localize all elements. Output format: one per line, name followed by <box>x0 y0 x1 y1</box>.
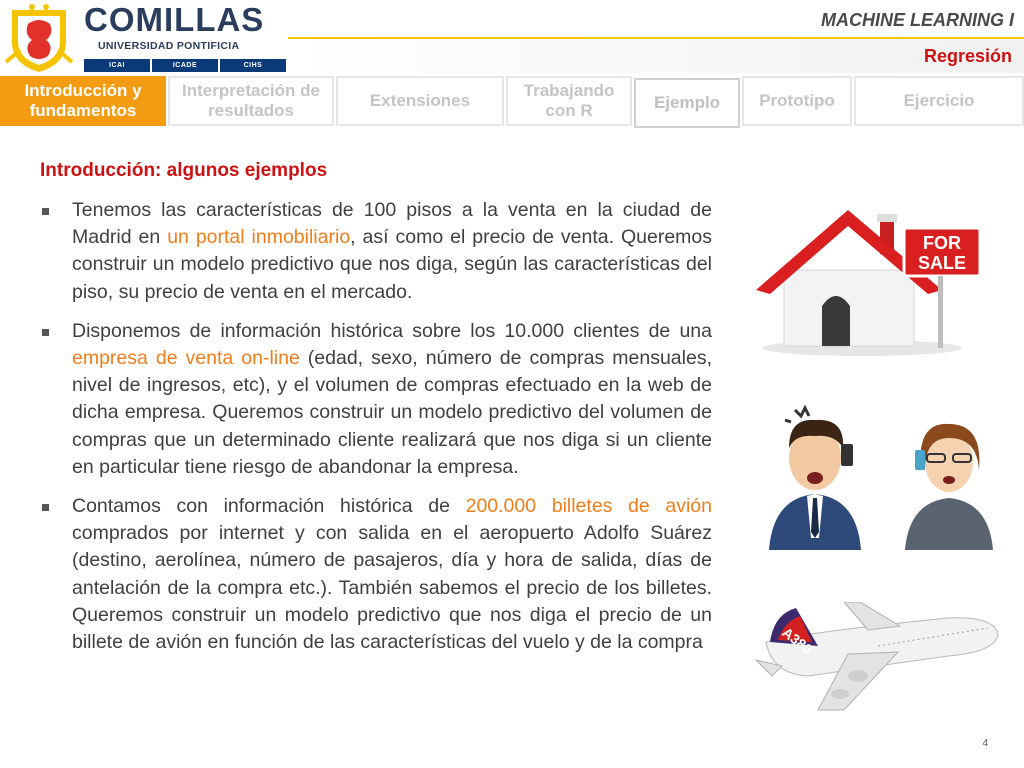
highlight-text: 200.000 billetes de avión <box>465 495 712 518</box>
logo-subtitle: UNIVERSIDAD PONTIFICIA <box>98 40 240 52</box>
plane-tail-label: A380 <box>779 624 816 658</box>
bullet-text: , así como el precio de venta. Queremos construir un modelo predictivo que nos diga, según las características del piso, su precio de venta en el mercado. <box>72 226 713 303</box>
sign-line1: FOR <box>923 233 961 253</box>
section-title: Introducción: algunos ejemplos <box>40 160 328 181</box>
bullet-text: (edad, sexo, número de compras mensuales, nivel de ingresos, etc), y el volumen de compras efectuado en la web de dicha empresa. Queremos construir un modelo predictivo del volumen de compras que un determinado cliente realizará que nos diga si un cliente en particular tiene riesgo de abandonar la empresa. <box>72 347 712 478</box>
highlight-text: empresa de venta on-line <box>72 347 300 370</box>
section-tabs <box>0 76 1024 128</box>
bullet-text: comprados por internet y con salida en el aeropuerto Adolfo Suárez (destino, aerolínea, número de pasajeros, día y hora de salida, días de antelación de la compra etc.). También sabemos el precio de los billetes. Queremos construir un modelo predictivo que nos diga el precio de un billete de avión en función de las características del vuelo y de la compra <box>72 522 712 654</box>
logo-wordmark: COMILLAS <box>84 1 265 38</box>
tab-ejemplo[interactable]: Ejemplo <box>634 78 740 128</box>
coat-of-arms-icon <box>4 2 74 74</box>
university-logo <box>0 0 290 75</box>
list-item <box>40 493 712 656</box>
bullet-text: Disponemos de información histórica sobre los 10.000 clientes de una <box>72 319 712 342</box>
bullet-square-icon <box>42 208 49 215</box>
bullet-square-icon <box>42 504 49 511</box>
tab-extensiones[interactable]: Extensiones <box>336 76 504 126</box>
logo-school: CIHS <box>220 59 286 72</box>
bullet-text: Contamos con información histórica de <box>72 495 466 518</box>
tab-trabajando-con-r[interactable]: Trabajando con R <box>506 76 632 126</box>
header-band <box>288 39 1024 73</box>
logo-schools-bar <box>84 59 286 72</box>
logo-school: ICAI <box>84 59 150 72</box>
angry-customers-illustration <box>755 398 1005 550</box>
list-item <box>40 318 712 481</box>
sign-line2: SALE <box>917 253 967 273</box>
tab-interpretacion[interactable]: Interpretación de resultados <box>168 76 334 126</box>
course-title: MACHINE LEARNING I <box>821 10 1014 30</box>
list-item <box>40 197 712 306</box>
tab-ejercicio[interactable]: Ejercicio <box>854 76 1024 126</box>
topic-title: Regresión <box>923 46 1012 66</box>
tab-prototipo[interactable]: Prototipo <box>742 76 852 126</box>
airplane-a380-illustration <box>748 602 1000 720</box>
logo-school: ICADE <box>152 59 218 72</box>
house-for-sale-illustration <box>752 198 992 358</box>
tab-introduccion[interactable]: Introducción y fundamentos <box>0 76 166 126</box>
page-number: 4 <box>982 738 988 749</box>
highlight-text: un portal inmobiliario <box>167 226 351 249</box>
bullet-text: Tenemos las características de 100 pisos a la venta en la ciudad de Madrid en <box>72 199 712 249</box>
example-list <box>40 197 712 668</box>
bullet-square-icon <box>42 329 49 336</box>
